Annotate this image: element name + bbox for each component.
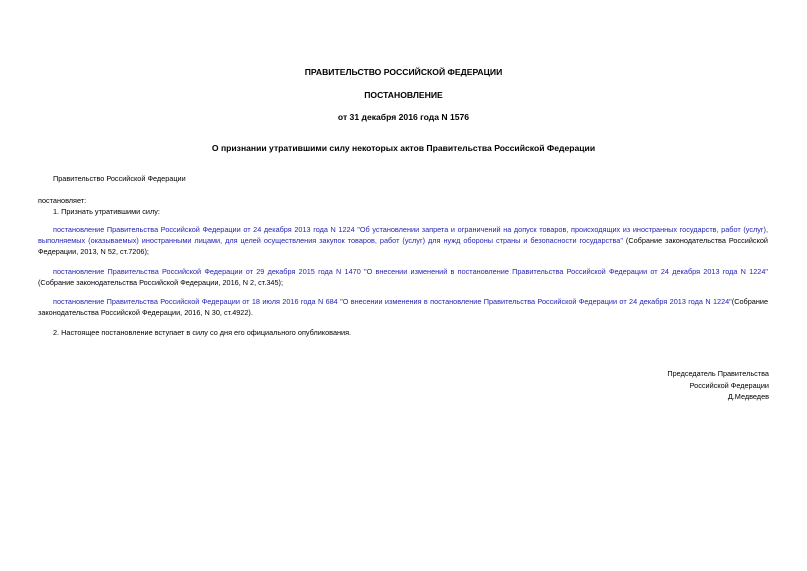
act-2-source: (Собрание законодательства Российской Федерации, 2016, N 2, ст.345);	[38, 278, 284, 287]
act-1-source: (Собрание законодательства Российской Федерации, 2013, N 52, ст.7206);	[38, 236, 768, 256]
repealed-act-1	[38, 224, 768, 257]
document-date-number: от 31 декабря 2016 года N 1576	[337, 112, 470, 122]
issuing-authority: ПРАВИТЕЛЬСТВО РОССИЙСКОЙ ФЕДЕРАЦИИ	[304, 67, 503, 77]
signer-organization: Российской Федерации	[689, 380, 769, 390]
item-1	[38, 206, 768, 217]
item-1-label: 1. Признать утратившими силу:	[53, 207, 160, 216]
signer-position: Председатель Правительства	[667, 369, 769, 378]
act-1-link[interactable]: постановление Правительства Российской Федерации от 24 декабря 2013 года N 1224 "Об установлении запрета и ограничений на допуск товаров, происходящих из иностранных государств, работ (услуг), выполняемых (оказываемых) иностранными лицами, для целей осуществления закупок товаров, работ (услуг) для нужд обороны страны и безопасности государства"	[38, 225, 768, 245]
act-2-link[interactable]: постановление Правительства Российской Федерации от 29 декабря 2015 года N 1470 "О внесении изменений в постановление Правительства Российской Федерации от 24 декабря 2013 года N 1224"	[53, 267, 768, 276]
decree-word	[38, 195, 768, 206]
signer-name: Д.Медведев	[727, 392, 769, 401]
act-3-link[interactable]: постановление Правительства Российской Федерации от 18 июля 2016 года N 684 "О внесении изменения в постановление Правительства Российской Федерации от 24 декабря 2013 года N 1224"	[53, 297, 732, 306]
intro-label: Правительство Российской Федерации	[53, 174, 186, 183]
intro-text	[38, 173, 768, 184]
repealed-act-2	[38, 266, 768, 288]
act-3-source: (Собрание законодательства Российской Федерации, 2016, N 30, ст.4922).	[38, 297, 768, 317]
decree-label: постановляет:	[38, 196, 87, 205]
repealed-act-3	[38, 296, 768, 318]
item-2	[38, 327, 768, 338]
document-type: ПОСТАНОВЛЕНИЕ	[364, 90, 443, 100]
item-2-label: 2. Настоящее постановление вступает в силу со дня его официального опубликования.	[53, 328, 352, 337]
document-title: О признании утратившими силу некоторых актов Правительства Российской Федерации	[211, 143, 596, 153]
signature-block	[667, 368, 769, 403]
